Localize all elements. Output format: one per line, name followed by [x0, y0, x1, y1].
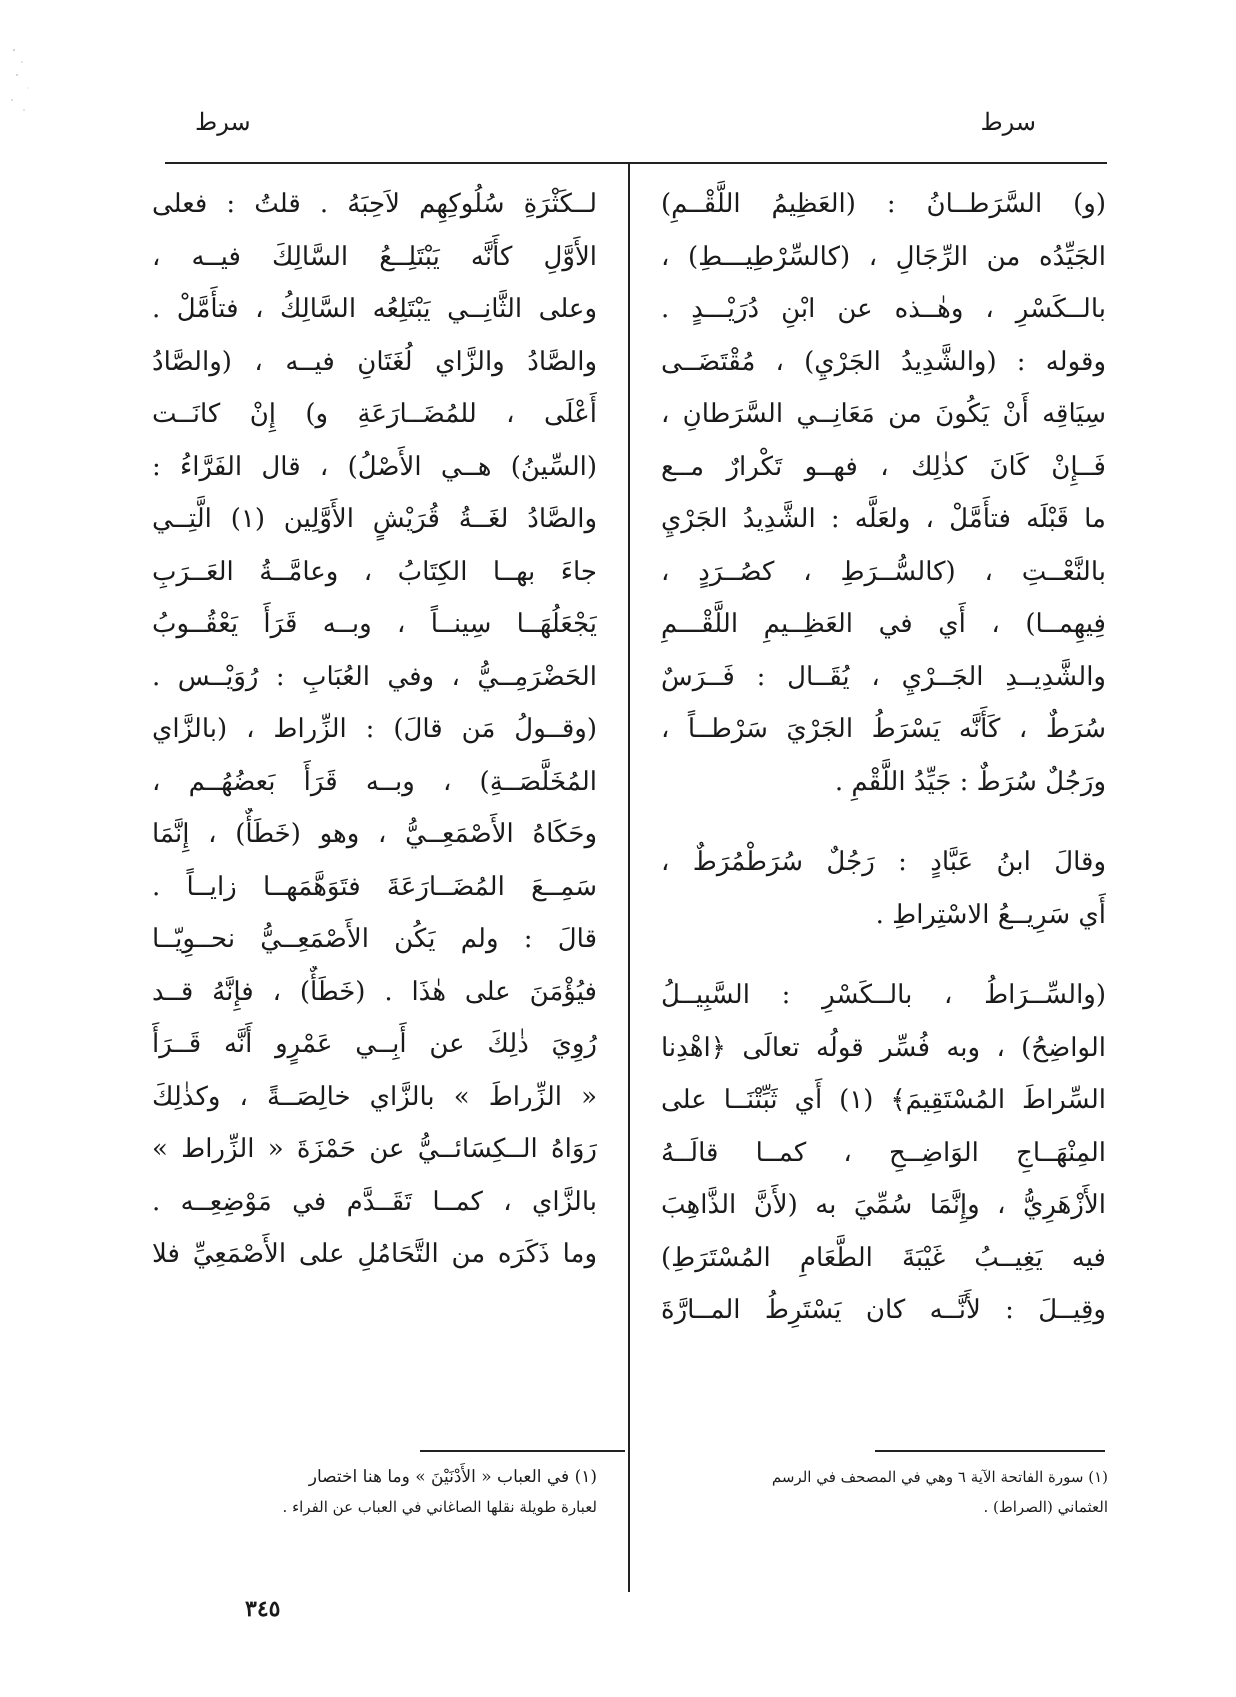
- text-line: الحَضْرَمِــيُّ ، وفي العُبَابِ : رُوَيْــس .: [152, 661, 597, 692]
- column-divider: [628, 162, 630, 1592]
- text-line: وقوله : (والشَّدِيدُ الجَرْيِ) ، مُقْتَضَــى: [661, 346, 1106, 377]
- footnote-line: (١) في العباب « الأَدْنَيْنَ » وما هنا اختصار: [308, 1467, 597, 1487]
- running-header-right: سرط: [980, 108, 1036, 136]
- text-line: سُرَطٌ ، كَأَنَّه يَسْرَطُ الجَرْيَ سَرْطــاً ،: [661, 714, 1106, 744]
- text-line: ما قَبْلَه فتأَمَّلْ ، ولعَلَّه : الشَّدِيدُ الجَرْيِ: [661, 504, 1106, 534]
- footnote-rule-right: [875, 1450, 1105, 1452]
- text-line: الجَيِّدُه من الرِّجَالِ ، (كالسِّرْطِيـــطِ) ،: [661, 241, 1106, 272]
- text-line: رُوِيَ ذٰلِكَ عن أَبِــي عَمْرٍو أَنَّه قَــرَأَ: [152, 1029, 597, 1059]
- text-line: السِّراطَ المُسْتَقِيمَ﴾ (١) أَي ثَبِّتْنَــا على: [661, 1085, 1106, 1115]
- footnote-line: العثماني (الصراط) .: [983, 1498, 1108, 1516]
- text-line: لــكَثْرَةِ سُلُوكِهِم لاَحِبَهُ . قلتُ : فعلى: [152, 189, 597, 219]
- text-line: الواضِحُ) ، وبه فُسِّر قولُه تعالَى ﴿اهْدِنا: [661, 1032, 1106, 1063]
- text-line: (وقــولُ مَن قالَ) : الزِّراط ، (بالزَّاي: [152, 714, 597, 744]
- text-line: وحَكَاهُ الأَصْمَعِــيُّ ، وهو (خَطَأٌ) ، إِنَّمَا: [152, 819, 597, 849]
- footnote-left: [152, 1462, 597, 1522]
- text-line: فَــإِنْ كَانَ كذٰلِك ، فهــو تَكْرارٌ مــع: [661, 451, 1106, 482]
- text-line: وما ذَكَرَه من التَّحَامُلِ على الأَصْمَعِيِّ فلا: [152, 1239, 597, 1269]
- text-line: يَجْعَلُهَــا سِينــاً ، وبــه قَرَأَ يَعْقُــوبُ: [152, 609, 597, 639]
- footnote-rule-left: [420, 1450, 625, 1452]
- footnote-line: (١) سورة الفاتحة الآية ٦ وهي في المصحف في الرسم: [771, 1468, 1108, 1486]
- text-line: بالــكَسْرِ ، وهٰــذه عن ابْنِ دُرَيْـــدٍ .: [661, 294, 1106, 324]
- text-line: قالَ : ولم يَكُن الأَصْمَعِــيُّ نحــوِيّــا: [152, 924, 597, 954]
- text-line: بالزَّاي ، كمــا تَقَــدَّم في مَوْضِعِــه .: [152, 1186, 597, 1217]
- text-line: (السِّينُ) هــي الأَصْلُ) ، قال الفَرَّاءُ :: [152, 451, 597, 482]
- footnote-line: لعبارة طويلة نقلها الصاغاني في العباب عن الفراء .: [282, 1498, 597, 1516]
- text-line: بالنَّعْــتِ ، (كالسُّــرَطِ ، كصُــرَدٍ ،: [661, 556, 1106, 587]
- text-line: (والسِّــرَاطُ ، بالــكَسْرِ : السَّبِيــلُ: [661, 980, 1106, 1010]
- text-line: وعلى الثَّانِــي يَبْتَلِعُه السَّالِكُ ، فتأَمَّلْ .: [152, 294, 597, 324]
- right-column: [661, 178, 1106, 1337]
- text-line: سِيَاقِه أَنْ يَكُونَ من مَعَانِــي السَّرَطانِ ،: [661, 399, 1106, 429]
- text-line: فيُؤْمَنَ على هٰذَا . (خَطَأٌ) ، فإِنَّهُ قــد: [152, 976, 597, 1007]
- text-line: أَعْلَى ، للمُضَــارَعَةِ و) إِنْ كانَــت: [152, 399, 597, 429]
- text-line: الأَوَّلِ كأَنَّه يَبْتَلِــعُ السَّالِكَ فيــه ،: [152, 241, 597, 272]
- text-line: سَمِــعَ المُضَــارَعَةَ فتَوَهَّمَهــا زايــاً .: [152, 871, 597, 902]
- text-line: جاءَ بهــا الكِتَابُ ، وعامَّــةُ العَــرَبِ: [152, 556, 597, 587]
- text-line: فِيهِمــا) ، أَي في العَظِــيمِ اللَّقْـــمِ: [661, 609, 1106, 639]
- text-line: والصَّادُ والزَّاي لُغَتَانِ فيــه ، (والصَّادُ: [152, 346, 597, 377]
- scan-noise: [8, 40, 48, 120]
- text-line: وقالَ ابنُ عَبَّادٍ : رَجُلٌ سُرَطْمُرَطٌ ،: [661, 847, 1106, 877]
- text-line: والشَّدِيــدِ الجَــرْيِ ، يُقَــال : فَــرَسٌ: [661, 661, 1106, 692]
- text-line: والصَّادُ لغَــةُ قُرَيْشٍ الأَوَّلِين (١) الَّتِــي: [152, 504, 597, 534]
- text-line: الأَزْهَرِيُّ ، وإِنَّمَا سُمِّيَ به (لأَنَّ الذَّاهِبَ: [661, 1190, 1106, 1220]
- text-line: فيه يَغِيــبُ غَيْبَةَ الطَّعَامِ المُسْتَرَطِ): [661, 1242, 1106, 1273]
- text-line: المِنْهَــاجِ الوَاضِــحِ ، كمــا قالَــهُ: [661, 1137, 1106, 1168]
- text-line: أَي سَرِيــعُ الاسْتِراطِ .: [875, 899, 1106, 930]
- text-line: (و) السَّرَطــانُ : (العَظِيمُ اللَّقْــمِ): [661, 189, 1106, 219]
- running-header-left: سرط: [195, 108, 251, 136]
- text-line: رَوَاهُ الــكِسَائــيُّ عن حَمْزَةَ « الزِّراط »: [152, 1134, 597, 1164]
- text-line: « الزِّراطَ » بالزَّاي خالِصَــةً ، وكذٰلِكَ: [152, 1081, 597, 1112]
- text-line: وقِيــلَ : لأَنَّــه كان يَسْتَرِطُ المــارَّةَ: [661, 1295, 1106, 1325]
- paragraph-gap: [661, 808, 1106, 836]
- header-rule: [165, 162, 1107, 164]
- text-line: ورَجُلٌ سُرَطٌ : جَيِّدُ اللَّقْمِ .: [834, 766, 1106, 797]
- page-number: ٣٤٥: [245, 1596, 281, 1622]
- paragraph-gap: [661, 941, 1106, 969]
- text-line: المُخَلَّصَــةِ) ، وبــه قَرَأَ بَعضُهُــم ،: [152, 766, 597, 797]
- footnote-right: [663, 1462, 1108, 1522]
- left-column: [152, 178, 597, 1281]
